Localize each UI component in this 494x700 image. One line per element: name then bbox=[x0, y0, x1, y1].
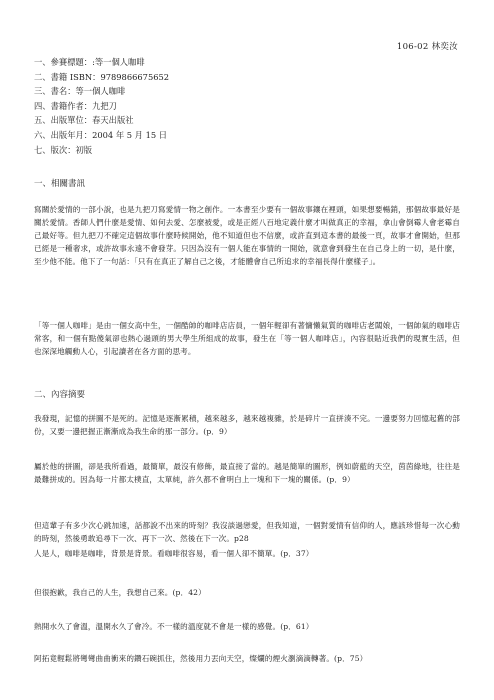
summary-quote-5: 熱開水久了會溫，溫開水久了會冷。不一樣的溫度就不會是一樣的感覺。(p．61） bbox=[34, 622, 314, 631]
section-heading-summary: 二、內容摘要 bbox=[34, 390, 86, 400]
meta-entry-publisher: 五、出版單位：春天出版社 bbox=[34, 115, 134, 126]
meta-entry-author: 四、書籍作者：九把刀 bbox=[34, 100, 117, 111]
meta-entry-edition: 七、版次：初版 bbox=[34, 144, 93, 155]
book-metadata-list bbox=[34, 55, 460, 157]
meta-entry-book-name: 三、書名：等一個人咖啡 bbox=[34, 86, 126, 97]
meta-entry-isbn: 二、書籍 ISBN：9789866675652 bbox=[34, 71, 170, 82]
summary-quote-1: 我發現，記憶的拼圖不是死的。記憶是逐漸累積，越來越多，越來越複雜，於是碎片一直拼湊不完。一邊要努力回憶起舊的部份，又要一邊把握正漸漸成為我生命的那一部分。(p．9） bbox=[34, 414, 460, 436]
summary-quote-4: 但很抱歉，我自己的人生，我想自己來。(p．42） bbox=[34, 588, 206, 597]
related-info-paragraph-1: 寫關於愛情的一部小說，也是九把刀寫愛情一物之創作。一本書至少要有一個故事鑲在裡頭，如果想要暢銷，那個故事最好是關於愛情。香師人們什麼是愛情、如何去愛、怎麼被愛，或是正經八百地定義什麼才叫做真正的幸福，拿山會倒霉人會老霉自己最好等。但九把刀不確定這個故事什麼時候開始，他不知道但也不信麼，或許直到這本書的最後一頁，故事才會開始，但那已經是一種奢求，或許故事永遠不會發芽。只因為沒有一個人能在事情的一開始，就意會到發生在自己身上的一切，是什麼，至少他不能。他下了一句話：「只有在真正了解自己之後，才能體會自己所追求的幸福長得什麼樣子」。 bbox=[34, 205, 460, 266]
summary-quote-3b: 人是人，咖啡是咖啡，背景是背景。看咖啡很容易，看一個人卻不簡單。(p．37） bbox=[34, 549, 314, 558]
summary-quote-2: 屬於他的拼圖，卻是我所看過，最簡單，最沒有修飾，最直接了當的。越是簡單的圖形，例如蔚藍的天空，茵茵綠地，往往是最難拼成的。因為每一片都太樸直，太單純，許久都不會明白上一塊和下一塊的關係。(p．9） bbox=[34, 462, 460, 484]
summary-quote-6: 阿拓竟輕鬆將彎彎曲曲衝來的鑽石碗抓住，然後用力丟向天空，燦爛的煙火瀏滴滴轉著。(p．75） bbox=[34, 654, 368, 663]
student-id-header: 106-02 林奕汝 bbox=[396, 42, 458, 52]
meta-entry-publish-date: 六、出版年月：2004 年 5 月 15 日 bbox=[34, 129, 168, 140]
summary-quote-3a: 但這輩子有多少次心跳加速，話都說不出來的時刻？我沒談過戀愛，但我知道，一個對愛情有信仰的人，應該珍惜每一次心動的時刻，然後勇敢追尋下一次、再下一次、然後在下一次。p28 bbox=[34, 521, 460, 543]
related-info-paragraph-2: 「等一個人咖啡」是由一個女高中生，一個酷帥的咖啡店店員，一個年輕卻有著慵懶氣質的咖啡店老闆娘，一個帥氣的咖啡店常客，和一個有點傻氣卻也熱心過頭的男大學生所組成的故事，發生在「等一個人咖啡店」，內容很貼近我們的現實生活，但也深深地觸動人心，引起讀者在各方面的思考。 bbox=[34, 321, 460, 356]
section-heading-related-info: 一、相關書訊 bbox=[34, 179, 86, 189]
meta-entry-title: 一、參賽標題：:等一個人咖啡 bbox=[34, 57, 145, 67]
